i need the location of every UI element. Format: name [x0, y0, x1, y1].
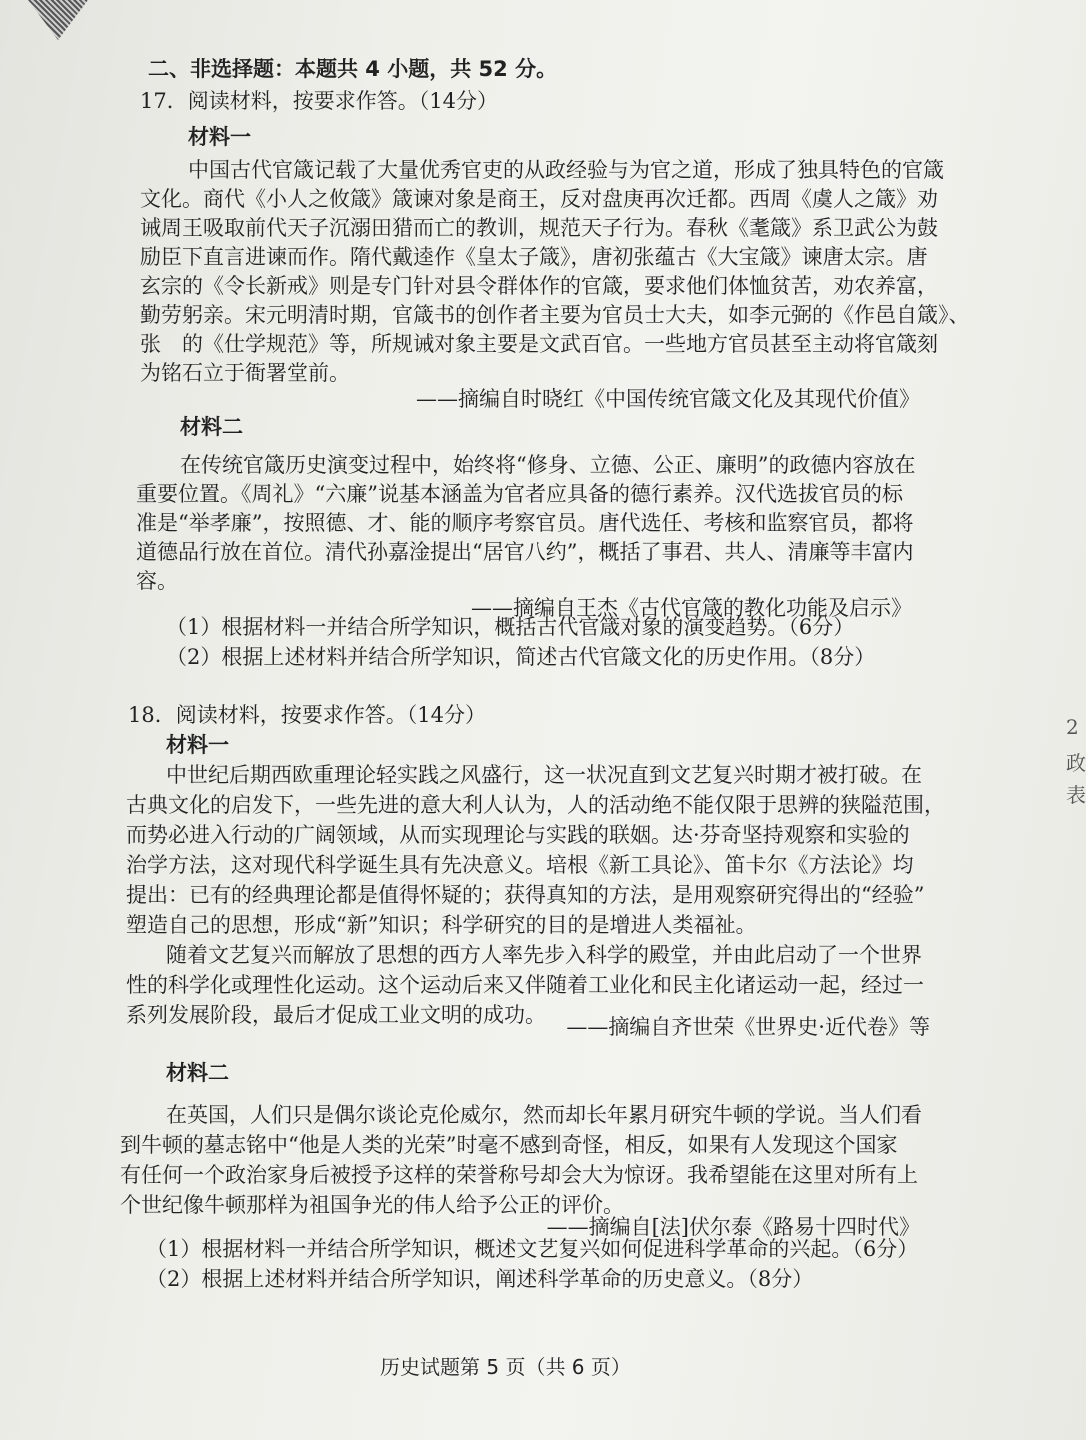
- q17-m2-source: ——摘编自王杰《古代官箴的教化功能及启示》: [471, 596, 912, 620]
- q17-m1-line: 勤劳躬亲。宋元明清时期，官箴书的创作者主要为官员士大夫，如李元弼的《作邑自箴》、: [140, 303, 970, 327]
- q17-sub1: （1）根据材料一并结合所学知识，概括古代官箴对象的演变趋势。（6分）: [166, 615, 855, 639]
- q18-m2-source: ——摘编自[法]伏尔泰《路易十四时代》: [546, 1215, 920, 1239]
- q17-m2-label: 材料二: [180, 415, 243, 439]
- edge-fragment: 2: [1066, 715, 1079, 739]
- section-heading: 二、非选择题：本题共 4 小题，共 52 分。: [148, 57, 558, 81]
- q18-m1-line: 中世纪后期西欧重理论轻实践之风盛行，这一状况直到文艺复兴时期才被打破。在: [166, 763, 922, 787]
- q18-m1-line: 塑造自己的思想，形成“新”知识；科学研究的目的是增进人类福祉。: [126, 913, 757, 937]
- q17-m2-line: 重要位置。《周礼》“六廉”说基本涵盖为官者应具备的德行素养。汉代选拔官员的标: [136, 482, 903, 506]
- q18-m2-line: 个世纪像牛顿那样为祖国争光的伟人给予公正的评价。: [120, 1193, 624, 1217]
- q17-title: 17．阅读材料，按要求作答。（14分）: [140, 89, 498, 113]
- q17-m2-line: 在传统官箴历史演变过程中，始终将“修身、立德、公正、廉明”的政德内容放在: [180, 453, 916, 477]
- q17-m2-line: 道德品行放在首位。清代孙嘉淦提出“居官八约”，概括了事君、共人、清廉等丰富内: [136, 540, 914, 564]
- q18-m1-line: 性的科学化或理性化运动。这个运动后来又伴随着工业化和民主化诸运动一起，经过一: [126, 973, 924, 997]
- q18-m2-line: 有任何一个政治家身后被授予这样的荣誉称号却会大为惊讶。我希望能在这里对所有上: [120, 1163, 918, 1187]
- q17-m1-source: ——摘编自时晓红《中国传统官箴文化及其现代价值》: [416, 387, 920, 411]
- q18-m1-line: 随着文艺复兴而解放了思想的西方人率先步入科学的殿堂，并由此启动了一个世界: [166, 943, 922, 967]
- q17-m1-line: 励臣下直言进谏而作。隋代戴逵作《皇太子箴》，唐初张蕴古《大宝箴》谏唐太宗。唐: [140, 245, 928, 269]
- q17-m1-line: 文化。商代《小人之攸箴》箴谏对象是商王，反对盘庚再次迁都。西周《虞人之箴》劝: [140, 187, 938, 211]
- q18-sub2: （2）根据上述材料并结合所学知识，阐述科学革命的历史意义。（8分）: [146, 1267, 814, 1291]
- page-footer: 历史试题第 5 页（共 6 页）: [380, 1355, 631, 1379]
- q18-m2-label: 材料二: [166, 1061, 229, 1085]
- q18-sub1: （1）根据材料一并结合所学知识，概述文艺复兴如何促进科学革命的兴起。（6分）: [146, 1237, 919, 1261]
- edge-fragment: 表: [1066, 783, 1086, 807]
- q18-m2-line: 到牛顿的墓志铭中“他是人类的光荣”时毫不感到奇怪，相反，如果有人发现这个国家: [120, 1133, 898, 1157]
- q17-sub2: （2）根据上述材料并结合所学知识，简述古代官箴文化的历史作用。（8分）: [166, 645, 876, 669]
- q18-title: 18．阅读材料，按要求作答。（14分）: [128, 703, 486, 727]
- q17-m1-line: 张 的《仕学规范》等，所规诫对象主要是文武百官。一些地方官员甚至主动将官箴刻: [140, 332, 938, 356]
- q18-m1-line: 古典文化的启发下，一些先进的意大利人认为，人的活动绝不能仅限于思辨的狭隘范围，: [126, 793, 945, 817]
- q18-m1-label: 材料一: [166, 733, 229, 757]
- q17-m1-line: 为铭石立于衙署堂前。: [140, 361, 350, 385]
- q17-m1-line: 中国古代官箴记载了大量优秀官吏的从政经验与为官之道，形成了独具特色的官箴: [188, 158, 944, 182]
- q18-m1-line: 治学方法，这对现代科学诞生具有先决意义。培根《新工具论》、笛卡尔《方法论》均: [126, 853, 914, 877]
- edge-fragment: 政: [1066, 751, 1086, 775]
- q17-m2-line: 准是“举孝廉”，按照德、才、能的顺序考察官员。唐代选任、考核和监察官员，都将: [136, 511, 914, 535]
- q18-m1-line: 系列发展阶段，最后才促成工业文明的成功。: [126, 1003, 546, 1027]
- q17-m2-line: 容。: [136, 569, 178, 593]
- q18-m1-line: 而势必进入行动的广阔领域，从而实现理论与实践的联姻。达·芬奇坚持观察和实验的: [126, 823, 910, 847]
- q18-m2-line: 在英国，人们只是偶尔谈论克伦威尔，然而却长年累月研究牛顿的学说。当人们看: [166, 1103, 922, 1127]
- q17-m1-line: 诫周王吸取前代天子沉溺田猎而亡的教训，规范天子行为。春秋《耄箴》系卫武公为鼓: [140, 216, 938, 240]
- q17-m1-line: 玄宗的《令长新戒》则是专门针对县令群体作的官箴，要求他们体恤贫苦，劝农养富，: [140, 274, 938, 298]
- q18-m1-line: 提出：已有的经典理论都是值得怀疑的；获得真知的方法，是用观察研究得出的“经验”: [126, 883, 925, 907]
- q18-m1-source: ——摘编自齐世荣《世界史·近代卷》等: [566, 1015, 930, 1039]
- q17-m1-label: 材料一: [188, 125, 251, 149]
